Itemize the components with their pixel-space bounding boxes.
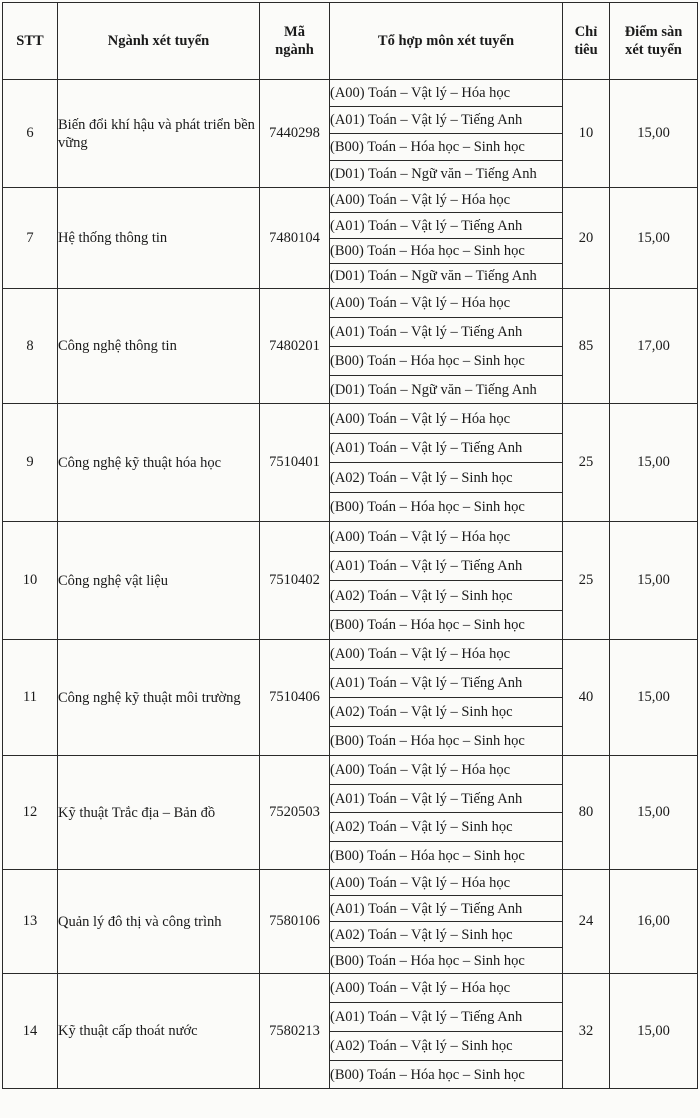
cell-code: 7510401 <box>260 404 330 522</box>
cell-quota: 32 <box>563 974 610 1089</box>
table-row <box>3 756 698 785</box>
header-code <box>260 3 330 80</box>
cell-score: 15,00 <box>610 640 698 756</box>
cell-combo: (A00) Toán – Vật lý – Hóa học <box>330 756 563 785</box>
cell-score: 15,00 <box>610 404 698 522</box>
cell-combo: (D01) Toán – Ngữ văn – Tiếng Anh <box>330 264 563 289</box>
cell-major: Quản lý đô thị và công trình <box>58 870 260 974</box>
cell-quota: 20 <box>563 188 610 289</box>
cell-combo: (A01) Toán – Vật lý – Tiếng Anh <box>330 213 563 239</box>
cell-major: Công nghệ vật liệu <box>58 522 260 640</box>
cell-combo: (A02) Toán – Vật lý – Sinh học <box>330 922 563 948</box>
header-major-text: Ngành xét tuyển <box>107 33 210 49</box>
header-score-line2: xét tuyển <box>625 42 682 58</box>
cell-combo: (A00) Toán – Vật lý – Hóa học <box>330 974 563 1003</box>
cell-combo: (B00) Toán – Hóa học – Sinh học <box>330 842 563 870</box>
table-row <box>3 974 698 1003</box>
table-row <box>3 522 698 552</box>
header-row <box>3 3 698 80</box>
header-stt-text: STT <box>16 33 44 49</box>
cell-combo: (A01) Toán – Vật lý – Tiếng Anh <box>330 552 563 581</box>
cell-code: 7510406 <box>260 640 330 756</box>
header-code-line1: Mã <box>284 24 305 40</box>
cell-combo: (B00) Toán – Hóa học – Sinh học <box>330 948 563 974</box>
header-combo-text: Tổ hợp môn xét tuyển <box>377 33 515 49</box>
cell-combo: (A01) Toán – Vật lý – Tiếng Anh <box>330 785 563 813</box>
cell-combo: (A02) Toán – Vật lý – Sinh học <box>330 581 563 611</box>
cell-code: 7510402 <box>260 522 330 640</box>
cell-major: Công nghệ kỹ thuật hóa học <box>58 404 260 522</box>
header-major <box>58 3 260 80</box>
table-row <box>3 80 698 107</box>
table-row <box>3 289 698 318</box>
cell-major: Công nghệ thông tin <box>58 289 260 404</box>
cell-stt: 7 <box>3 188 58 289</box>
cell-combo: (A01) Toán – Vật lý – Tiếng Anh <box>330 896 563 922</box>
cell-code: 7440298 <box>260 80 330 188</box>
cell-combo: (A00) Toán – Vật lý – Hóa học <box>330 289 563 318</box>
cell-combo: (A00) Toán – Vật lý – Hóa học <box>330 404 563 434</box>
cell-combo: (A01) Toán – Vật lý – Tiếng Anh <box>330 318 563 347</box>
cell-major: Biến đổi khí hậu và phát triển bền vững <box>58 80 260 188</box>
cell-combo: (D01) Toán – Ngữ văn – Tiếng Anh <box>330 376 563 404</box>
cell-quota: 40 <box>563 640 610 756</box>
cell-stt: 6 <box>3 80 58 188</box>
cell-code: 7480201 <box>260 289 330 404</box>
admissions-table <box>2 2 698 1089</box>
cell-stt: 11 <box>3 640 58 756</box>
cell-major: Hệ thống thông tin <box>58 188 260 289</box>
cell-combo: (B00) Toán – Hóa học – Sinh học <box>330 134 563 161</box>
header-code-line2: ngành <box>275 42 314 58</box>
table-row <box>3 188 698 213</box>
header-score-line1: Điểm sàn <box>624 24 683 40</box>
cell-quota: 10 <box>563 80 610 188</box>
cell-stt: 9 <box>3 404 58 522</box>
header-quota-line2: tiêu <box>574 42 598 58</box>
cell-combo: (A02) Toán – Vật lý – Sinh học <box>330 1032 563 1061</box>
cell-score: 15,00 <box>610 522 698 640</box>
cell-combo: (A02) Toán – Vật lý – Sinh học <box>330 813 563 842</box>
cell-combo: (A02) Toán – Vật lý – Sinh học <box>330 698 563 727</box>
cell-stt: 12 <box>3 756 58 870</box>
cell-combo: (B00) Toán – Hóa học – Sinh học <box>330 493 563 522</box>
header-stt <box>3 3 58 80</box>
cell-quota: 25 <box>563 522 610 640</box>
table-header <box>3 3 698 80</box>
cell-code: 7580106 <box>260 870 330 974</box>
cell-score: 15,00 <box>610 756 698 870</box>
cell-combo: (A00) Toán – Vật lý – Hóa học <box>330 522 563 552</box>
cell-score: 16,00 <box>610 870 698 974</box>
cell-stt: 10 <box>3 522 58 640</box>
header-score <box>610 3 698 80</box>
cell-stt: 8 <box>3 289 58 404</box>
cell-quota: 25 <box>563 404 610 522</box>
header-quota <box>563 3 610 80</box>
cell-stt: 13 <box>3 870 58 974</box>
table-row <box>3 404 698 434</box>
cell-combo: (A01) Toán – Vật lý – Tiếng Anh <box>330 434 563 463</box>
cell-major: Kỹ thuật cấp thoát nước <box>58 974 260 1089</box>
cell-quota: 85 <box>563 289 610 404</box>
cell-combo: (A00) Toán – Vật lý – Hóa học <box>330 188 563 213</box>
cell-combo: (B00) Toán – Hóa học – Sinh học <box>330 727 563 756</box>
table-body <box>3 80 698 1089</box>
cell-score: 17,00 <box>610 289 698 404</box>
cell-combo: (A01) Toán – Vật lý – Tiếng Anh <box>330 669 563 698</box>
table-row <box>3 640 698 669</box>
cell-quota: 24 <box>563 870 610 974</box>
cell-combo: (D01) Toán – Ngữ văn – Tiếng Anh <box>330 161 563 188</box>
cell-combo: (A01) Toán – Vật lý – Tiếng Anh <box>330 1003 563 1032</box>
cell-code: 7580213 <box>260 974 330 1089</box>
header-quota-line1: Chỉ <box>574 24 598 40</box>
cell-score: 15,00 <box>610 974 698 1089</box>
cell-major: Kỹ thuật Trắc địa – Bản đồ <box>58 756 260 870</box>
cell-combo: (A00) Toán – Vật lý – Hóa học <box>330 870 563 896</box>
cell-combo: (B00) Toán – Hóa học – Sinh học <box>330 1061 563 1089</box>
cell-score: 15,00 <box>610 80 698 188</box>
cell-combo: (A00) Toán – Vật lý – Hóa học <box>330 80 563 107</box>
cell-combo: (B00) Toán – Hóa học – Sinh học <box>330 611 563 640</box>
cell-combo: (A00) Toán – Vật lý – Hóa học <box>330 640 563 669</box>
cell-code: 7480104 <box>260 188 330 289</box>
cell-major: Công nghệ kỹ thuật môi trường <box>58 640 260 756</box>
cell-stt: 14 <box>3 974 58 1089</box>
cell-combo: (B00) Toán – Hóa học – Sinh học <box>330 239 563 264</box>
table-row <box>3 870 698 896</box>
cell-combo: (A02) Toán – Vật lý – Sinh học <box>330 463 563 493</box>
cell-quota: 80 <box>563 756 610 870</box>
cell-combo: (A01) Toán – Vật lý – Tiếng Anh <box>330 107 563 134</box>
header-combo <box>330 3 563 80</box>
cell-combo: (B00) Toán – Hóa học – Sinh học <box>330 347 563 376</box>
cell-score: 15,00 <box>610 188 698 289</box>
cell-code: 7520503 <box>260 756 330 870</box>
